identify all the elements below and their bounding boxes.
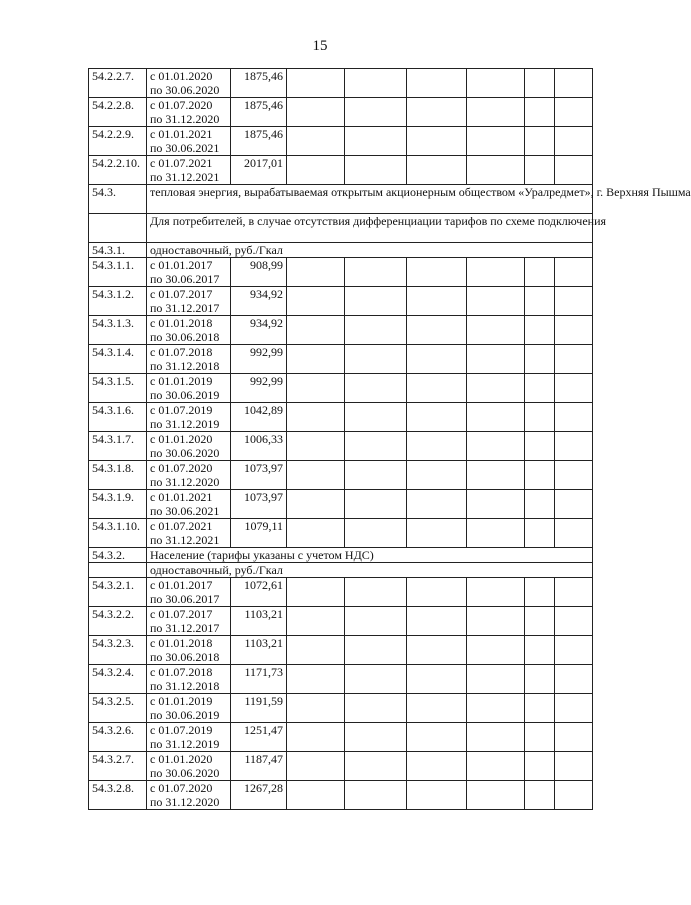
row-period (147, 403, 231, 432)
row-period (147, 98, 231, 127)
empty-cell (525, 69, 555, 98)
row-value: 1042,89 (231, 403, 287, 432)
empty-cell (555, 636, 593, 665)
row-value: 1079,11 (231, 519, 287, 548)
period-from: с 01.07.2017 (150, 287, 213, 301)
row-code: 54.3.1.7. (89, 432, 147, 461)
row-period (147, 316, 231, 345)
period-to: по 31.12.2019 (150, 737, 220, 751)
period-to: по 31.12.2020 (150, 112, 220, 126)
empty-cell (525, 403, 555, 432)
empty-cell (525, 752, 555, 781)
empty-cell (467, 461, 525, 490)
period-to: по 30.06.2021 (150, 141, 220, 155)
empty-cell (525, 461, 555, 490)
row-period (147, 578, 231, 607)
period-from: с 01.07.2018 (150, 665, 213, 679)
row-code: 54.3.1.9. (89, 490, 147, 519)
empty-cell (467, 607, 525, 636)
tariff-row (89, 258, 593, 287)
empty-cell (555, 578, 593, 607)
period-to: по 31.12.2020 (150, 475, 220, 489)
row-code: 54.3. (89, 185, 147, 214)
empty-cell (407, 258, 467, 287)
empty-cell (407, 781, 467, 810)
empty-cell (407, 723, 467, 752)
row-period (147, 345, 231, 374)
empty-cell (345, 519, 407, 548)
row-value: 934,92 (231, 287, 287, 316)
empty-cell (525, 287, 555, 316)
period-from: с 01.01.2019 (150, 374, 213, 388)
empty-cell (467, 578, 525, 607)
empty-cell (555, 98, 593, 127)
period-to: по 31.12.2020 (150, 795, 220, 809)
row-code: 54.3.1.8. (89, 461, 147, 490)
tariff-row (89, 98, 593, 127)
row-text: тепловая энергия, вырабатываемая открытым акционерным обществом «Уралредмет», г. Верхняя Пышма (147, 185, 593, 214)
row-code (89, 563, 147, 578)
empty-cell (345, 156, 407, 185)
empty-cell (407, 519, 467, 548)
empty-cell (287, 345, 345, 374)
row-value: 1187,47 (231, 752, 287, 781)
empty-cell (287, 490, 345, 519)
section-heading (89, 548, 593, 563)
empty-cell (407, 156, 467, 185)
tariff-row (89, 636, 593, 665)
empty-cell (467, 345, 525, 374)
tariff-row (89, 694, 593, 723)
tariff-type-row (89, 243, 593, 258)
empty-cell (407, 98, 467, 127)
empty-cell (555, 432, 593, 461)
row-value: 1103,21 (231, 607, 287, 636)
tariff-row (89, 69, 593, 98)
row-period (147, 752, 231, 781)
empty-cell (555, 258, 593, 287)
row-value: 1267,28 (231, 781, 287, 810)
row-period (147, 127, 231, 156)
row-code: 54.2.2.7. (89, 69, 147, 98)
empty-cell (467, 723, 525, 752)
empty-cell (345, 316, 407, 345)
empty-cell (345, 287, 407, 316)
period-from: с 01.01.2020 (150, 752, 213, 766)
empty-cell (525, 665, 555, 694)
row-period (147, 636, 231, 665)
row-value: 1875,46 (231, 69, 287, 98)
period-from: с 01.01.2018 (150, 636, 213, 650)
empty-cell (345, 490, 407, 519)
row-period (147, 781, 231, 810)
empty-cell (467, 490, 525, 519)
row-code: 54.3.1.4. (89, 345, 147, 374)
period-to: по 30.06.2020 (150, 446, 220, 460)
empty-cell (467, 287, 525, 316)
empty-cell (287, 69, 345, 98)
empty-cell (555, 665, 593, 694)
row-value: 992,99 (231, 345, 287, 374)
empty-cell (345, 98, 407, 127)
empty-cell (287, 723, 345, 752)
row-code: 54.3.2.8. (89, 781, 147, 810)
section-subheading (89, 214, 593, 243)
row-code: 54.3.2.1. (89, 578, 147, 607)
period-from: с 01.01.2020 (150, 432, 213, 446)
empty-cell (407, 403, 467, 432)
row-period (147, 69, 231, 98)
period-to: по 31.12.2018 (150, 359, 220, 373)
row-value: 934,92 (231, 316, 287, 345)
row-text: Для потребителей, в случае отсутствия дифференциации тарифов по схеме подключения (147, 214, 593, 243)
row-code: 54.3.1.3. (89, 316, 147, 345)
empty-cell (525, 432, 555, 461)
period-from: с 01.01.2017 (150, 578, 213, 592)
empty-cell (555, 69, 593, 98)
period-to: по 31.12.2017 (150, 621, 220, 635)
empty-cell (555, 694, 593, 723)
period-from: с 01.01.2019 (150, 694, 213, 708)
empty-cell (345, 432, 407, 461)
period-to: по 31.12.2019 (150, 417, 220, 431)
empty-cell (407, 345, 467, 374)
empty-cell (407, 607, 467, 636)
row-period (147, 258, 231, 287)
period-to: по 30.06.2017 (150, 592, 220, 606)
empty-cell (555, 374, 593, 403)
empty-cell (407, 374, 467, 403)
empty-cell (525, 578, 555, 607)
row-value: 1073,97 (231, 461, 287, 490)
period-to: по 30.06.2019 (150, 708, 220, 722)
row-text: одноставочный, руб./Гкал (147, 243, 593, 258)
row-period (147, 694, 231, 723)
row-period (147, 490, 231, 519)
empty-cell (525, 345, 555, 374)
period-from: с 01.01.2018 (150, 316, 213, 330)
row-value: 908,99 (231, 258, 287, 287)
row-value: 1875,46 (231, 98, 287, 127)
empty-cell (345, 694, 407, 723)
period-to: по 31.12.2021 (150, 170, 220, 184)
period-to: по 30.06.2020 (150, 766, 220, 780)
empty-cell (525, 127, 555, 156)
row-period (147, 519, 231, 548)
empty-cell (555, 127, 593, 156)
tariff-row (89, 345, 593, 374)
empty-cell (345, 461, 407, 490)
empty-cell (525, 258, 555, 287)
empty-cell (345, 345, 407, 374)
empty-cell (525, 490, 555, 519)
empty-cell (345, 403, 407, 432)
empty-cell (287, 607, 345, 636)
empty-cell (467, 156, 525, 185)
empty-cell (555, 156, 593, 185)
empty-cell (287, 432, 345, 461)
empty-cell (287, 316, 345, 345)
empty-cell (555, 403, 593, 432)
empty-cell (467, 752, 525, 781)
empty-cell (467, 432, 525, 461)
empty-cell (467, 258, 525, 287)
row-text: одноставочный, руб./Гкал (147, 563, 593, 578)
row-period (147, 287, 231, 316)
row-code: 54.3.1.2. (89, 287, 147, 316)
row-code: 54.3.1.10. (89, 519, 147, 548)
row-value: 1191,59 (231, 694, 287, 723)
empty-cell (345, 752, 407, 781)
tariff-row (89, 287, 593, 316)
tariff-row (89, 316, 593, 345)
row-value: 1875,46 (231, 127, 287, 156)
empty-cell (555, 316, 593, 345)
empty-cell (287, 461, 345, 490)
empty-cell (345, 69, 407, 98)
empty-cell (345, 258, 407, 287)
empty-cell (345, 781, 407, 810)
tariff-row (89, 781, 593, 810)
period-from: с 01.07.2020 (150, 98, 213, 112)
period-to: по 31.12.2021 (150, 533, 220, 547)
tariff-row (89, 607, 593, 636)
tariff-row (89, 374, 593, 403)
empty-cell (345, 578, 407, 607)
row-code: 54.2.2.10. (89, 156, 147, 185)
tariff-row (89, 723, 593, 752)
empty-cell (525, 519, 555, 548)
empty-cell (467, 69, 525, 98)
period-from: с 01.01.2021 (150, 490, 213, 504)
empty-cell (407, 316, 467, 345)
empty-cell (525, 98, 555, 127)
period-from: с 01.01.2021 (150, 127, 213, 141)
row-period (147, 374, 231, 403)
empty-cell (555, 781, 593, 810)
empty-cell (525, 156, 555, 185)
empty-cell (407, 69, 467, 98)
tariff-row (89, 490, 593, 519)
empty-cell (287, 258, 345, 287)
row-code: 54.3.1.6. (89, 403, 147, 432)
empty-cell (407, 461, 467, 490)
row-value: 1171,73 (231, 665, 287, 694)
page-number: 15 (312, 38, 328, 54)
row-code: 54.2.2.9. (89, 127, 147, 156)
empty-cell (467, 374, 525, 403)
row-code: 54.3.2.5. (89, 694, 147, 723)
empty-cell (345, 127, 407, 156)
row-code: 54.3.2. (89, 548, 147, 563)
empty-cell (555, 607, 593, 636)
tariff-row (89, 127, 593, 156)
tariff-row (89, 156, 593, 185)
row-code: 54.3.2.6. (89, 723, 147, 752)
empty-cell (467, 127, 525, 156)
period-to: по 30.06.2019 (150, 388, 220, 402)
empty-cell (467, 665, 525, 694)
row-code: 54.3.2.4. (89, 665, 147, 694)
empty-cell (345, 665, 407, 694)
row-code: 54.3.1. (89, 243, 147, 258)
empty-cell (555, 519, 593, 548)
row-value: 992,99 (231, 374, 287, 403)
empty-cell (407, 287, 467, 316)
period-from: с 01.01.2017 (150, 258, 213, 272)
empty-cell (467, 98, 525, 127)
period-from: с 01.07.2021 (150, 519, 213, 533)
empty-cell (407, 752, 467, 781)
empty-cell (525, 316, 555, 345)
row-code: 54.3.2.3. (89, 636, 147, 665)
empty-cell (407, 490, 467, 519)
period-to: по 31.12.2018 (150, 679, 220, 693)
tariff-row (89, 665, 593, 694)
empty-cell (287, 636, 345, 665)
period-from: с 01.07.2018 (150, 345, 213, 359)
row-value: 1006,33 (231, 432, 287, 461)
empty-cell (525, 636, 555, 665)
empty-cell (345, 607, 407, 636)
empty-cell (287, 156, 345, 185)
row-period (147, 723, 231, 752)
tariff-row (89, 461, 593, 490)
empty-cell (345, 374, 407, 403)
empty-cell (555, 752, 593, 781)
period-to: по 30.06.2021 (150, 504, 220, 518)
tariff-row (89, 578, 593, 607)
row-value: 1251,47 (231, 723, 287, 752)
period-from: с 01.07.2021 (150, 156, 213, 170)
row-code: 54.3.1.1. (89, 258, 147, 287)
empty-cell (287, 374, 345, 403)
empty-cell (287, 403, 345, 432)
empty-cell (287, 287, 345, 316)
row-period (147, 461, 231, 490)
row-value: 2017,01 (231, 156, 287, 185)
period-from: с 01.07.2019 (150, 723, 213, 737)
empty-cell (287, 781, 345, 810)
empty-cell (287, 752, 345, 781)
empty-cell (555, 345, 593, 374)
row-value: 1072,61 (231, 578, 287, 607)
period-to: по 30.06.2018 (150, 650, 220, 664)
empty-cell (407, 636, 467, 665)
empty-cell (407, 432, 467, 461)
row-period (147, 665, 231, 694)
empty-cell (287, 665, 345, 694)
row-code: 54.3.1.5. (89, 374, 147, 403)
period-from: с 01.07.2019 (150, 403, 213, 417)
empty-cell (525, 723, 555, 752)
row-value: 1103,21 (231, 636, 287, 665)
empty-cell (467, 636, 525, 665)
period-to: по 31.12.2017 (150, 301, 220, 315)
empty-cell (467, 403, 525, 432)
tariff-table (88, 68, 691, 810)
row-code (89, 214, 147, 243)
row-code: 54.3.2.7. (89, 752, 147, 781)
empty-cell (345, 723, 407, 752)
empty-cell (287, 694, 345, 723)
tariff-row (89, 519, 593, 548)
period-from: с 01.07.2020 (150, 781, 213, 795)
empty-cell (467, 694, 525, 723)
empty-cell (407, 665, 467, 694)
row-period (147, 432, 231, 461)
tariff-row (89, 752, 593, 781)
row-value: 1073,97 (231, 490, 287, 519)
empty-cell (555, 287, 593, 316)
row-text: Население (тарифы указаны с учетом НДС) (147, 548, 593, 563)
row-code: 54.2.2.8. (89, 98, 147, 127)
empty-cell (525, 781, 555, 810)
empty-cell (345, 636, 407, 665)
empty-cell (407, 694, 467, 723)
row-period (147, 156, 231, 185)
empty-cell (287, 98, 345, 127)
period-from: с 01.01.2020 (150, 69, 213, 83)
empty-cell (525, 607, 555, 636)
empty-cell (467, 519, 525, 548)
empty-cell (407, 578, 467, 607)
row-period (147, 607, 231, 636)
row-code: 54.3.2.2. (89, 607, 147, 636)
period-to: по 30.06.2018 (150, 330, 220, 344)
section-heading (89, 185, 593, 214)
tariff-row (89, 432, 593, 461)
tariff-type-row (89, 563, 593, 578)
empty-cell (287, 578, 345, 607)
empty-cell (287, 127, 345, 156)
empty-cell (555, 461, 593, 490)
empty-cell (467, 316, 525, 345)
empty-cell (287, 519, 345, 548)
tariff-row (89, 403, 593, 432)
empty-cell (525, 374, 555, 403)
empty-cell (555, 723, 593, 752)
period-from: с 01.07.2020 (150, 461, 213, 475)
empty-cell (525, 694, 555, 723)
empty-cell (407, 127, 467, 156)
period-to: по 30.06.2017 (150, 272, 220, 286)
empty-cell (467, 781, 525, 810)
period-to: по 30.06.2020 (150, 83, 220, 97)
empty-cell (555, 490, 593, 519)
period-from: с 01.07.2017 (150, 607, 213, 621)
